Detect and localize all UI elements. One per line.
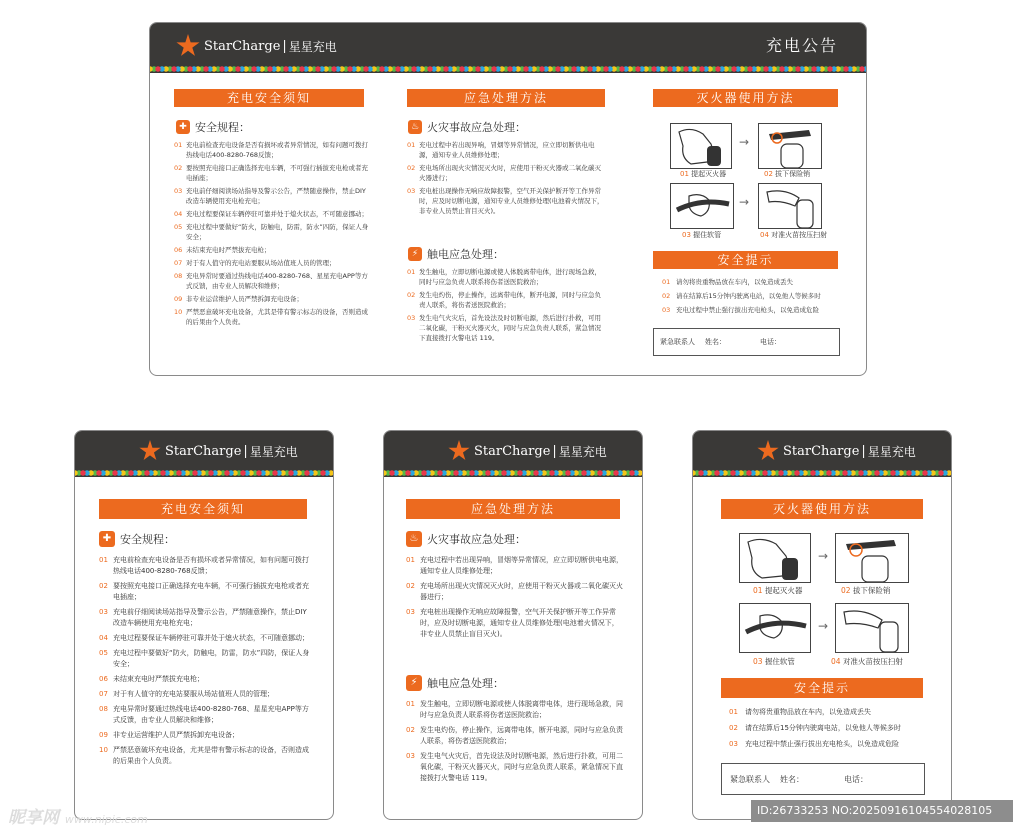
brand-name-en: StarCharge: [783, 443, 860, 459]
safety-rules-list: [174, 140, 370, 330]
notice-title: 充电公告: [765, 36, 838, 55]
step-figure-2: [835, 533, 909, 583]
list-item: 03 充电桩出现操作无响应故障报警，空气开关保护断开等工作异常时，应及时切断电源，通知专业人员维修处理(电池着火情况下，非专业人员禁止盲目灭火)。: [406, 608, 619, 638]
watermark-logo: 昵享网 www.nipic.com: [8, 808, 148, 828]
panel-header: [75, 431, 333, 469]
watermark-id: ID:26733253 NO:20250916104554028105: [751, 800, 1013, 822]
list-item: 08 充电异常时要通过热线电话400-8280-768、星星充电APP等方式反馈，由专业人员解决和维修；: [99, 705, 309, 724]
brand-name-en: StarCharge: [474, 443, 551, 459]
fire-subtitle-text: 火灾事故应急处理：: [427, 121, 526, 134]
list-item: 06 未结束充电时严禁拔充电枪；: [99, 675, 204, 683]
list-item: 09 非专业运营维护人员严禁拆卸充电设备；: [174, 295, 303, 303]
list-item: 05 充电过程中要做好“防火，防触电，防雷，防水”四防，保证人身安全；: [99, 649, 310, 668]
extinguisher-poster: [692, 430, 952, 820]
brand-name-cn: 星星充电: [288, 39, 337, 54]
list-item: 01 请勿将贵重物品放在车内，以免造成丢失: [729, 708, 871, 716]
fire-icon: ♨: [406, 531, 422, 547]
contact-phone-label: 电话：: [760, 338, 781, 346]
shield-icon: ✚: [99, 531, 115, 547]
decorative-dot-strip: [75, 469, 333, 477]
list-item: 02 充电场所出现火灾情况灭火时，应使用干粉灭火器或二氧化碳灭火器进行；: [407, 164, 601, 182]
shock-steps-list: [407, 267, 607, 346]
step-figure-2: [758, 123, 822, 169]
list-item: 07 对于有人值守的充电站要服从场站值班人员的管理；: [174, 259, 336, 267]
step-caption-3: 03 握住软管: [753, 657, 795, 666]
list-item: 03 充电前仔细阅读场站指导及警示公告，严禁随意操作，禁止DIY改造车辆使用充电枪充电；: [174, 187, 366, 205]
brand-logo: [757, 440, 916, 462]
list-item: 03 充电桩出现操作无响应故障报警，空气开关保护断开等工作异常时，应及时切断电源，通知专业人员维修处理(电池着火情况下，非专业人员禁止盲目灭火)。: [407, 187, 604, 215]
emergency-poster: [383, 430, 643, 820]
list-item: 03 充电过程中禁止强行拔出充电枪头，以免造成危险: [662, 306, 819, 314]
contact-name-label: 姓名：: [780, 774, 804, 784]
arrow-icon: →: [818, 549, 829, 563]
brand-name-en: StarCharge: [204, 38, 281, 54]
safety-subtitle-text: 安全规程：: [195, 121, 250, 134]
step-caption-4: 04 对准火苗按压扫射: [831, 657, 903, 666]
brand-name-en: StarCharge: [165, 443, 242, 459]
step-caption-2: 02 拔下保险销: [764, 170, 811, 178]
list-item: 03 发生电气火灾后，首先设法及时切断电源，然后进行扑救，可用二氧化碳，干粉灭火器灭火，同时与应急负责人联系，紧急情况下直接拨打火警电话 119。: [407, 314, 601, 342]
brand-separator: |: [552, 443, 557, 459]
tips-list: [662, 277, 842, 319]
pin-pull-icon: [836, 534, 908, 582]
shield-icon: ✚: [176, 120, 190, 134]
safety-rules-list: [99, 555, 313, 771]
safety-title-bar: 充电安全须知: [99, 499, 307, 519]
step-caption-3: 03 握住软管: [682, 231, 722, 239]
shock-steps-list: [406, 699, 624, 788]
contact-name-label: 姓名：: [705, 338, 726, 346]
list-item: 09 非专业运营维护人员严禁拆卸充电设备；: [99, 731, 239, 739]
star-icon: [448, 440, 470, 462]
safety-poster: [74, 430, 334, 820]
list-item: 03 充电过程中禁止强行拔出充电枪头，以免造成危险: [729, 740, 899, 748]
lightning-icon: ⚡: [408, 247, 422, 261]
list-item: 01 充电过程中若出现异响，冒烟等异常情况，应立即切断供电电源，通知专业人员维修处理；: [407, 141, 595, 159]
list-item: 01 请勿将贵重物品放在车内，以免造成丢失: [662, 278, 793, 286]
list-item: 04 充电过程要保证车辆停驻可靠并处于熄火状态，不可随意挪动；: [174, 210, 368, 218]
list-item: 01 充电前检查充电设备是否有损坏或者异常情况，如有问题可拨打热线电话400-8280-768反馈；: [99, 556, 309, 575]
brand-name-cn: 星星充电: [867, 444, 916, 459]
safety-subtitle: [176, 119, 250, 135]
decorative-dot-strip: [150, 65, 866, 73]
brand-separator: |: [282, 38, 287, 54]
brand-separator: |: [243, 443, 248, 459]
arrow-icon: →: [818, 619, 829, 633]
tips-title-bar: 安全提示: [653, 251, 838, 269]
panel-header: [150, 23, 866, 65]
emergency-contact-box: [653, 328, 840, 356]
list-item: 01 发生触电，立即切断电源或使人体脱离带电体，进行现场急救，同时与应急负责人联系将伤者送医院救治；: [406, 700, 623, 719]
step-figure-1: [670, 123, 732, 169]
brand-separator: |: [861, 443, 866, 459]
list-item: 08 充电异常时要通过热线电话400-8280-768、星星充电APP等方式反馈，由专业人员解决和维修；: [174, 272, 368, 290]
step-caption-4: 04 对准火苗按压扫射: [760, 231, 828, 239]
panel-header: [693, 431, 951, 469]
hand-lift-icon: [671, 124, 731, 168]
star-icon: [176, 34, 200, 58]
list-item: 05 充电过程中要做好“防火，防触电，防雷，防水”四防，保证人身安全；: [174, 223, 369, 241]
list-item: 01 充电过程中若出现异响，冒烟等异常情况，应立即切断供电电源，通知专业人员维修处理；: [406, 556, 623, 575]
contact-label: 紧急联系人: [660, 338, 695, 346]
fire-icon: ♨: [408, 120, 422, 134]
panel-header: [384, 431, 642, 469]
step-figure-1: [739, 533, 811, 583]
step-figure-4: [835, 603, 909, 653]
emergency-title-bar: 应急处理方法: [406, 499, 620, 519]
list-item: 02 发生电灼伤，停止操作，远离带电体，断开电源，同时与应急负责人联系，将伤者送医院救治；: [406, 726, 623, 745]
list-item: 04 充电过程要保证车辆停驻可靠并处于熄火状态，不可随意挪动；: [99, 634, 309, 642]
list-item: 02 充电场所出现火灾情况灭火时，应使用干粉灭火器或二氧化碳灭火器进行；: [406, 582, 623, 601]
step-figure-3: [739, 603, 811, 653]
safety-subtitle: [99, 531, 175, 547]
notice-board-wide: [149, 22, 867, 376]
step-caption-2: 02 拔下保险销: [841, 586, 891, 595]
list-item: 07 对于有人值守的充电站要服从场站值班人员的管理；: [99, 690, 274, 698]
pin-pull-icon: [759, 124, 821, 168]
list-item: 03 发生电气火灾后，首先设法及时切断电源，然后进行扑救，可用二氧化碳，干粉灭火器灭火，同时与应急负责人联系，紧急情况下直接拨打火警电话 119。: [406, 752, 623, 782]
brand-name-cn: 星星充电: [249, 444, 298, 459]
tips-list: [729, 707, 943, 755]
decorative-dot-strip: [693, 469, 951, 477]
extinguisher-title-bar: 灭火器使用方法: [653, 89, 838, 107]
list-item: 10 严禁恶意破坏充电设备，尤其是带有警示标志的设备，否则造成的后果由个人负责。: [174, 308, 368, 326]
press-spray-icon: [759, 184, 821, 228]
list-item: 01 充电前检查充电设备是否有损坏或者异常情况，如有问题可拨打热线电话400-8280-768反馈；: [174, 141, 368, 159]
arrow-icon: →: [739, 135, 750, 149]
brand-logo: [448, 440, 607, 462]
safety-title-bar: 充电安全须知: [174, 89, 364, 107]
list-item: 02 要按照充电接口正确选择充电车辆，不可强行插拔充电枪或者充电插座；: [174, 164, 368, 182]
tips-title-bar: 安全提示: [721, 678, 923, 698]
list-item: 02 要按照充电接口正确选择充电车辆，不可强行插拔充电枪或者充电插座；: [99, 582, 309, 601]
brand-logo: [176, 34, 337, 58]
shock-subtitle: [406, 675, 504, 691]
safety-subtitle-text: 安全规程：: [120, 533, 175, 546]
shock-subtitle-text: 触电应急处理：: [427, 677, 504, 690]
list-item: 03 充电前仔细阅读场站指导及警示公告，严禁随意操作，禁止DIY改造车辆使用充电枪充电；: [99, 608, 307, 627]
decorative-dot-strip: [384, 469, 642, 477]
arrow-icon: →: [739, 195, 750, 209]
emergency-title-bar: 应急处理方法: [407, 89, 605, 107]
watermark-url: www.nipic.com: [64, 813, 148, 826]
hose-grip-icon: [740, 604, 810, 652]
list-item: 02 请在结算后15分钟内驶离电站，以免他人等候多时: [662, 292, 821, 300]
brand-name-cn: 星星充电: [558, 444, 607, 459]
star-icon: [757, 440, 779, 462]
fire-steps-list: [406, 555, 624, 644]
list-item: 02 请在结算后15分钟内驶离电站，以免他人等候多时: [729, 724, 901, 732]
shock-subtitle: [408, 246, 504, 262]
hand-lift-icon: [740, 534, 810, 582]
fire-subtitle: [408, 119, 526, 135]
brand-logo: [139, 440, 298, 462]
fire-steps-list: [407, 140, 607, 219]
list-item: 01 发生触电，立即切断电源或使人体脱离带电体，进行现场急救，同时与应急负责人联系将伤者送医院救治；: [407, 268, 601, 286]
fire-subtitle-text: 火灾事故应急处理：: [427, 533, 526, 546]
step-figure-3: [670, 183, 734, 229]
star-icon: [139, 440, 161, 462]
list-item: 06 未结束充电时严禁拔充电枪；: [174, 246, 271, 254]
list-item: 10 严禁恶意破坏充电设备，尤其是带有警示标志的设备，否则造成的后果由个人负责。: [99, 746, 309, 765]
press-spray-icon: [836, 604, 908, 652]
extinguisher-title-bar: 灭火器使用方法: [721, 499, 923, 519]
hose-grip-icon: [671, 184, 733, 228]
contact-label: 紧急联系人: [730, 774, 770, 784]
step-caption-1: 01 提起灭火器: [680, 170, 727, 178]
step-caption-1: 01 提起灭火器: [753, 586, 803, 595]
contact-phone-label: 电话：: [844, 774, 868, 784]
emergency-contact-box: [721, 763, 925, 795]
shock-subtitle-text: 触电应急处理：: [427, 248, 504, 261]
lightning-icon: ⚡: [406, 675, 422, 691]
list-item: 02 发生电灼伤，停止操作，远离带电体，断开电源，同时与应急负责人联系，将伤者送医院救治；: [407, 291, 601, 309]
step-figure-4: [758, 183, 822, 229]
fire-subtitle: [406, 531, 526, 547]
